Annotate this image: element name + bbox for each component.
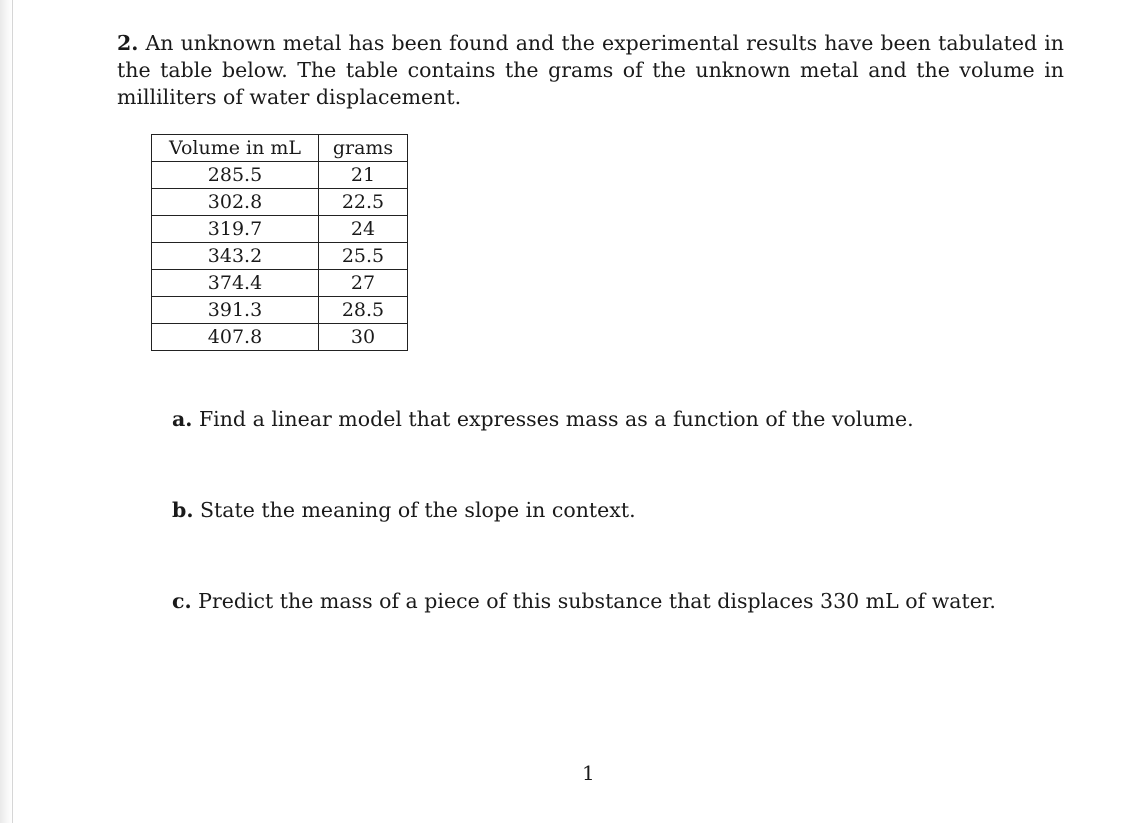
table-row [152,216,408,243]
cell-grams: 27 [319,270,408,297]
cell-volume: 374.4 [152,270,319,297]
question-a-text: Find a linear model that expresses mass as a function of the volume. [198,407,914,431]
problem-text: An unknown metal has been found and the experimental results have been tabulated in the table below. The table contains the grams of the unknown metal and the volume in milliliters of water displacement. [117,31,1064,109]
question-a [172,406,914,433]
table-row [152,297,408,324]
question-a-label: a. [172,407,193,431]
table-row [152,243,408,270]
cell-grams: 22.5 [319,189,408,216]
cell-volume: 285.5 [152,162,319,189]
question-b-text: State the meaning of the slope in context. [200,498,636,522]
table-row [152,270,408,297]
cell-volume: 319.7 [152,216,319,243]
question-b-label: b. [172,498,194,522]
cell-volume: 343.2 [152,243,319,270]
problem-number: 2. [117,31,139,55]
cell-grams: 28.5 [319,297,408,324]
page-number: 1 [582,761,595,785]
question-c [172,588,996,615]
question-c-label: c. [172,589,192,613]
table-row [152,189,408,216]
question-b [172,497,636,524]
cell-grams: 30 [319,324,408,351]
table-row [152,324,408,351]
cell-volume: 391.3 [152,297,319,324]
cell-volume: 302.8 [152,189,319,216]
header-volume: Volume in mL [152,135,319,162]
question-c-text: Predict the mass of a piece of this substance that displaces 330 mL of water. [198,589,996,613]
cell-grams: 21 [319,162,408,189]
cell-grams: 24 [319,216,408,243]
cell-volume: 407.8 [152,324,319,351]
cell-grams: 25.5 [319,243,408,270]
table-row [152,162,408,189]
problem-statement [117,30,1064,111]
table-header-row [152,135,408,162]
page-left-edge [0,0,13,823]
header-grams: grams [319,135,408,162]
data-table [151,134,408,351]
